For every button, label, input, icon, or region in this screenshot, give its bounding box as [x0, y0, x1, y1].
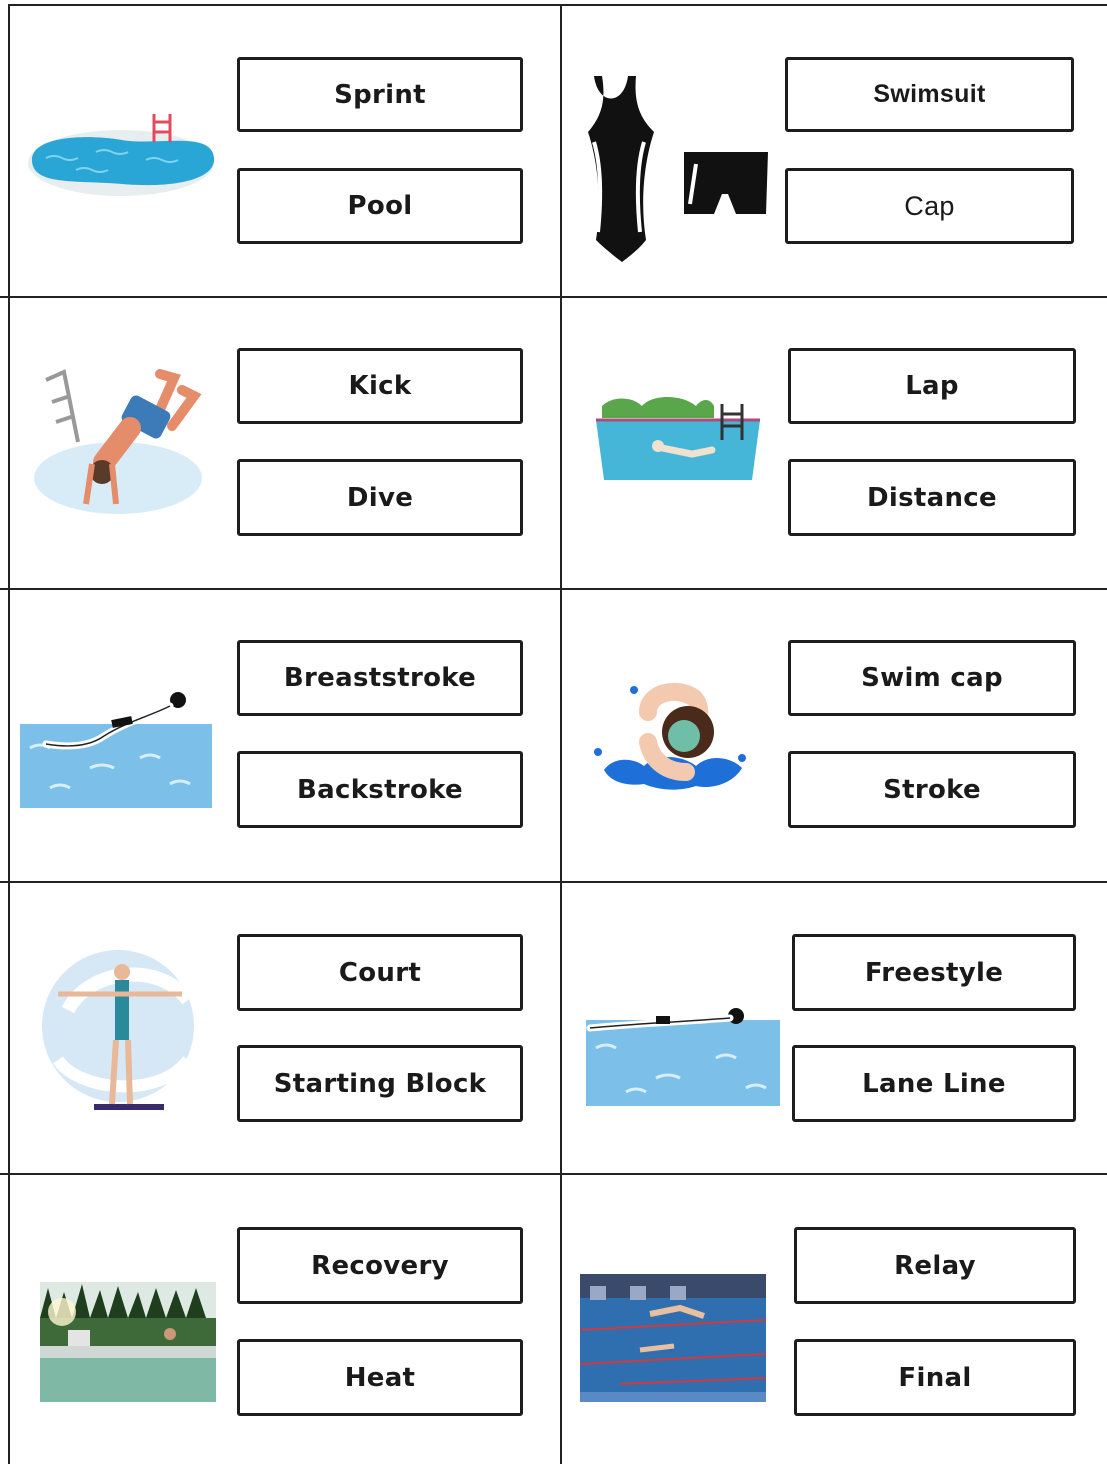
word-card[interactable]: Cap — [785, 168, 1074, 244]
lap-pool-icon — [596, 396, 760, 482]
splash-swimmer-icon — [594, 682, 748, 794]
word-card[interactable]: Swim cap — [788, 640, 1076, 716]
diver-icon — [32, 368, 202, 520]
word-card[interactable]: Court — [237, 934, 523, 1011]
word-card[interactable]: Pool — [237, 168, 523, 244]
relay-race-photo — [580, 1274, 766, 1402]
word-card[interactable]: Freestyle — [792, 934, 1076, 1011]
diving-board-icon — [38, 950, 202, 1110]
word-card[interactable]: Recovery — [237, 1227, 523, 1304]
grid-line-row-3 — [0, 881, 1107, 883]
grid-line-top — [8, 4, 1107, 6]
word-card[interactable]: Distance — [788, 459, 1076, 536]
word-card[interactable]: Dive — [237, 459, 523, 536]
outdoor-pool-photo — [40, 1282, 216, 1402]
swimming-pool-icon — [26, 108, 220, 200]
grid-line-row-4 — [0, 1173, 1107, 1175]
word-card[interactable]: Breaststroke — [237, 640, 523, 716]
word-card[interactable]: Sprint — [237, 57, 523, 132]
grid-line-left — [8, 4, 10, 1464]
word-card[interactable]: Starting Block — [237, 1045, 523, 1122]
word-card[interactable]: Heat — [237, 1339, 523, 1416]
grid-line-row-2 — [0, 588, 1107, 590]
breaststroke-swimmer-icon — [20, 688, 214, 808]
grid-line-middle — [560, 4, 562, 1464]
word-card[interactable]: Final — [794, 1339, 1076, 1416]
word-card[interactable]: Backstroke — [237, 751, 523, 828]
freestyle-swimmer-icon — [586, 988, 782, 1106]
swimsuit-icon — [574, 72, 770, 266]
word-card[interactable]: Stroke — [788, 751, 1076, 828]
word-card[interactable]: Swimsuit — [785, 57, 1074, 132]
word-card[interactable]: Kick — [237, 348, 523, 424]
word-card[interactable]: Lane Line — [792, 1045, 1076, 1122]
grid-line-row-1 — [0, 296, 1107, 298]
word-card[interactable]: Relay — [794, 1227, 1076, 1304]
word-card[interactable]: Lap — [788, 348, 1076, 424]
